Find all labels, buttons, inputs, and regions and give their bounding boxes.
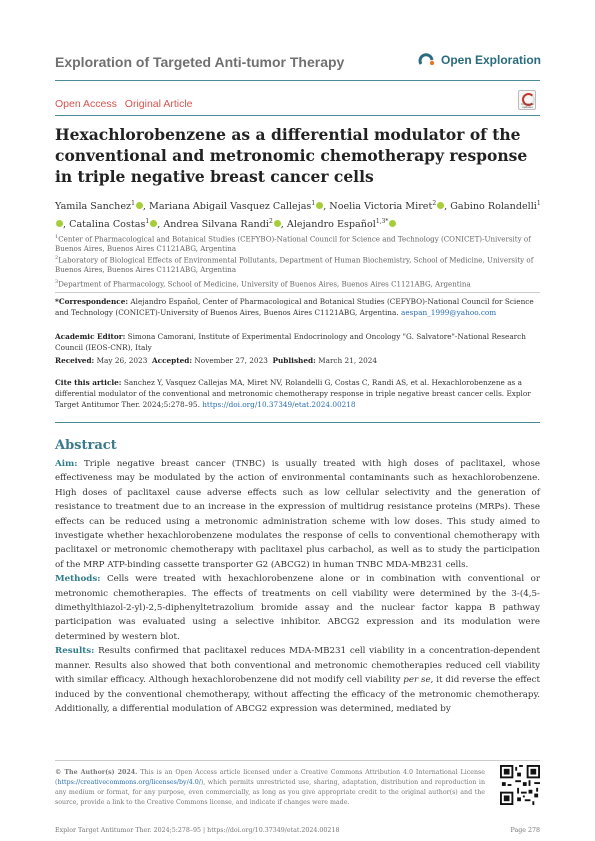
abstract-results: Results: Results confirmed that paclitaxel reduces MDA-MB231 cell viability in a concentration-dependent manner. Results also showed that both conventional and metronomic chemotherapies reduced cell viability with similar efficacy. Although hexachlorobenzene did not modify cell viability per se, it did reverse the effect induced by the conventional chemotherapy, without affecting the efficacy of the metronomic chemotherapy. Additionally, a differential modulation of ABCG2 expression was determined, mediated by [55,646,541,714]
orcid-icon [150,220,157,227]
article-tags [55,98,198,110]
qr-code-icon[interactable] [500,765,540,805]
brand-logo[interactable] [418,52,541,68]
abstract-methods: Methods: Cells were treated with hexachlorobenzene alone or in combination with conventional or metronomic chemotherapies. The effects of treatments on cell viability were determined by the 3-(4,5-dimethylthiazol-2-yl)-2,5-diphenyltetrazolium bromide assay and the nuclear factor kappa B pathway participation was evaluated using a selective inhibitor. ABCG2 expression and its modulation were determined by western blot. [55,574,540,642]
license-link[interactable]: https://creativecommons.org/licenses/by/4.0/ [57,779,201,786]
author[interactable]: Andrea Silvana Randi$^2$ [163,219,280,230]
author[interactable]: Alejandro Español$^{1,3*}$ [287,219,396,230]
license-notice: © The Author(s) 2024. This is an Open Access article licensed under a Creative Commons Attribution 4.0 International License (https://creativecommons.org/licenses/by/4.0/), which permits unrestricted use, sharing, adaptation, distribution and reproduction in any medium or format, for any purpose, even commercially, as long as you give appropriate credit to the original author(s) and the source, provide a link to the Creative Commons license, and indicate if changes were made. [55,769,485,806]
footer-divider [55,760,540,761]
tags-divider [55,115,540,116]
orcid-icon [136,202,143,209]
page-footer [55,827,540,834]
orcid-icon [389,220,396,227]
cite-this-article: Cite this article: Sanchez Y, Vasquez Callejas MA, Miret NV, Rolandelli G, Costas C, Randi AS, et al. Hexachlorobenzene as a differential modulator of the conventional and metronomic chemotherapy response in triple negative breast cancer cells. Explor Target Antitumor Ther. 2024;5:278–95. https://doi.org/10.37349/etat.2024.00218 [55,378,531,410]
journal-title: Exploration of Targeted Anti-tumor Therapy [55,54,345,70]
open-exploration-logo-icon [418,52,436,68]
abstract-divider [55,422,540,423]
brand-name: Open Exploration [441,53,542,67]
correspondence-email-link[interactable]: aespan_1999@yahoo.com [401,308,497,318]
check-for-updates-text: Check for updates [521,102,534,109]
orcid-icon [437,202,444,209]
page-number: Page 278 [510,827,540,834]
affiliation-1: $^1$Center of Pharmacological and Botanical Studies (CEFYBO)-National Council for Science and Technology (CONICET)-University of Buenos Aires, Buenos Aires C1121ABG, Argentina [55,234,531,254]
article-title: Hexachlorobenzene as a differential modulator of the conventional and metronomic chemotherapy response in triple negative breast cancer cells [55,125,528,186]
correspondence: *Correspondence: Alejandro Español, Center of Pharmacological and Botanical Studies (CEFYBO)-National Council for Science and Technology (CONICET)-University of Buenos Aires, Buenos Aires C1121ABG, Argentina. aespan_1999@yahoo.com [55,297,534,318]
abstract-heading: Abstract [55,438,117,453]
abstract-aim: Aim: Triple negative breast cancer (TNBC) is usually treated with high doses of paclitaxel, whose effectiveness may be modulated by the action of environmental contaminants such as hexachlorobenzene. High doses of paclitaxel cause adverse effects such as low cellular selectivity and the generation of resistance to treatment due to an increase in the expression of multidrug resistance proteins (MRPs). These effects can be reduced using a metronomic administration scheme with low doses. This study aimed to investigate whether hexachlorobenzene modulates the response of cells to conventional chemotherapy with paclitaxel or metronomic chemotherapy with paclitaxel plus carbachol, as well as to study the participation of the MRP ATP-binding cassette transporter G2 (ABCG2) in human TNBC MDA-MB231 cells. [55,459,540,570]
orcid-icon [316,202,323,209]
author[interactable]: Gabino Rolandelli$^1$ [55,201,541,230]
author[interactable]: Mariana Abigail Vasquez Callejas$^1$ [149,201,323,212]
affiliation-divider [55,292,540,293]
author[interactable]: Catalina Costas$^1$ [69,219,157,230]
orcid-icon [274,220,281,227]
footer-citation: Explor Target Antitumor Ther. 2024;5:278–95 | https://doi.org/10.37349/etat.2024.00218 [55,827,340,834]
header-divider [55,80,540,81]
doi-link[interactable]: https://doi.org/10.37349/etat.2024.00218 [202,400,356,410]
check-for-updates-badge[interactable] [518,90,536,110]
tag-article-type: Original Article [124,98,193,110]
author-list: Yamila Sanchez$^1$ , Mariana Abigail Vasquez Callejas$^1$ , Noelia Victoria Miret$^2$ , Gabino Rolandelli$^1$, Catalina Costas$^1$ , Andrea Silvana Randi$^2$ , Alejandro Español$^{1,3*}$ [55,200,541,231]
academic-editor: Academic Editor: Simona Camorani, Institute of Experimental Endocrinology and Oncology "G. Salvatore"-National Research Council (IEOS-CNR), Italy [55,332,526,353]
orcid-icon [56,220,63,227]
affiliation-3: $^3$Department of Pharmacology, School of Medicine, University of Buenos Aires, Buenos Aires C1121ABG, Argentina [55,279,471,289]
affiliation-2: $^2$Laboratory of Biological Effects of Environmental Pollutants, Department of Human Biochemistry, School of Medicine, University of Buenos Aires, Buenos Aires C1121ABG, Argentina [55,255,534,275]
article-dates: Received: May 26, 2023 Accepted: November 27, 2023 Published: March 21, 2024 [55,356,378,365]
author[interactable]: Yamila Sanchez$^1$ [55,201,143,212]
tag-open-access: Open Access [55,98,117,110]
abstract-body [55,457,540,716]
author[interactable]: Noelia Victoria Miret$^2$ [329,201,444,212]
